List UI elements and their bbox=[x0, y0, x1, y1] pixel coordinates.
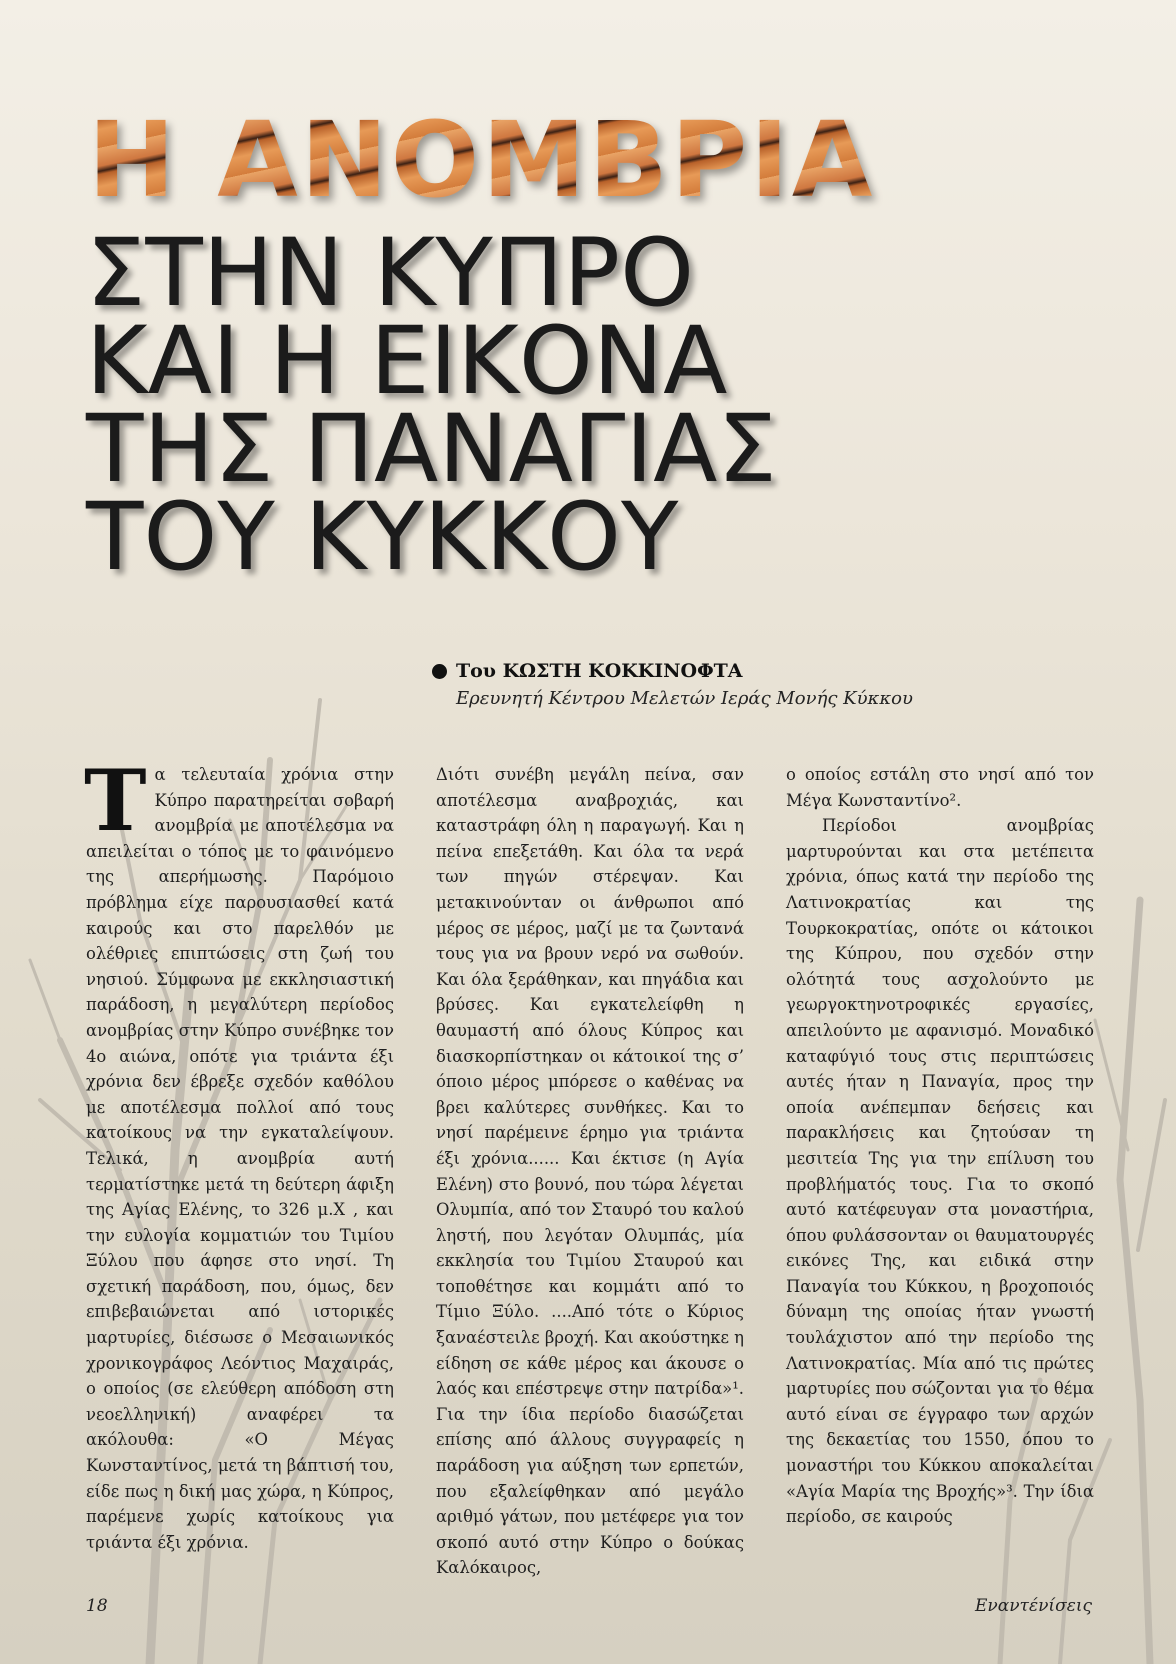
page-number: 18 bbox=[86, 1596, 108, 1616]
paragraph: Διότι συνέβη μεγάλη πείνα, σαν αποτέλεσμα αναβροχιάς, και καταστράφη όλη η παραγωγή. Και η πείνα επεξετάθη. Και όλα τα νερά των πηγών στέρεψαν. Και μετακινούνταν οι άνθρωποι από μέρος σε μέρος, μαζί με τα ζωντανά τους για να βρουν νερό να σωθούν. Και όλα ξεράθηκαν, και πηγάδια και βρύσες. Και εγκατελείφθη η θαυμαστή από όλους Κύπρος και διασκορπίστηκαν οι κάτοικοί της σ’ όποιο μέρος μπόρεσε ο καθένας να βρει καλύτερες συνθήκες. Και το νησί παρέμεινε έρημο για τριάντα έξι χρόνια...... Και έκτισε (η Αγία Ελένη) στο βουνό, που τώρα λέγεται Ολυμπία, από τον Σταυρό του καλού ληστή, που λεγόταν Ολυμπάς, μία εκκλησία του Τιμίου Σταυρού και τοποθέτησε και κομμάτι από το Τίμιο Ξύλο. ....Από τότε ο Κύριος ξαναέστειλε βροχή. Και ακούστηκε η είδηση σε κάθε μέρος και άκουσε ο λαός και επέστρεψε στην πατρίδα»¹. Για την ίδια περίοδο διασώζεται επίσης από άλλους συγγραφείς η παράδοση για αύξηση των ερπετών, που εξαλείφθηκαν από μεγάλο αριθμό γάτων, που μετέφερε για τον σκοπό αυτό στην Κύπρο ο δούκας Καλόκαιρος, bbox=[436, 765, 744, 1578]
headline-line-1: ΣΤΗΝ ΚΥΠΡΟ bbox=[86, 219, 695, 328]
byline-author-row bbox=[432, 660, 913, 682]
drop-cap: Τ bbox=[84, 751, 147, 850]
article-column-1 bbox=[84, 751, 394, 1555]
headline-line-3: ΤΗΣ ΠΑΝΑΓΙΑΣ bbox=[86, 395, 777, 504]
paragraph bbox=[84, 751, 394, 1555]
author-role: Ερευνητή Κέντρου Μελετών Ιεράς Μονής Κύκκου bbox=[456, 688, 913, 709]
headline-kicker: Η ΑΝΟΜΒΡΙΑ bbox=[88, 99, 876, 221]
article-column-3 bbox=[786, 762, 1094, 1530]
byline bbox=[432, 660, 913, 709]
article-body bbox=[84, 751, 1094, 1578]
author-name: Του ΚΩΣΤΗ ΚΟΚΚΙΝΟΦΤΑ bbox=[456, 660, 743, 682]
paragraph: ο οποίος εστάλη στο νησί από τον Μέγα Κωνσταντίνο². bbox=[786, 765, 1094, 810]
headline-line-4: ΤΟΥ ΚΥΚΚΟΥ bbox=[86, 483, 679, 592]
publication-name: Εναντένίσεις bbox=[975, 1596, 1092, 1616]
paragraph-text: α τελευταία χρόνια στην Κύπρο παρατηρείται σοβαρή ανομβρία με αποτέλεσμα να απειλείται ο τόπος με το φαινόμενο της απερήμωσης. Παρόμοιο πρόβλημα είχε παρουσιασθεί κατά καιρούς και στο παρελθόν με ολέθριες επιπτώσεις στη ζωή του νησιού. Σύμφωνα με εκκλησιαστική παράδοση, η μεγαλύτερη περίοδος ανομβρίας στην Κύπρο συνέβηκε τον 4ο αιώνα, οπότε για τριάντα έξι χρόνια δεν έβρεξε σχεδόν καθόλου με αποτέλεσμα πολλοί από τους κατοίκους να την εγκαταλείψουν. Τελικά, η ανομβρία αυτή τερματίστηκε μετά τη δεύτερη άφιξη της Αγίας Ελένης, το 326 μ.Χ , και την ευλογία κομματιών του Τιμίου Ξύλου που άφησε στο νησί. Τη σχετική παράδοση, που, όμως, δεν επιβεβαιώνεται από ιστορικές μαρτυρίες, διέσωσε ο Μεσαιωνικός χρονικογράφος Λεόντιος Μαχαιράς, ο οποίος (σε ελεύθερη απόδοση στη νεοελληνική) αναφέρει τα ακόλουθα: «Ο Μέγας Κωνσταντίνος, μετά τη βάπτισή του, είδε πως η δική μας χώρα, η Κύπρος, παρέμενε χωρίς κατοίκους για τριάντα έξι χρόνια. bbox=[86, 765, 394, 1552]
article-column-2 bbox=[436, 762, 744, 1581]
headline-line-2: ΚΑΙ Η ΕΙΚΟΝΑ bbox=[86, 307, 728, 416]
bullet-icon bbox=[432, 664, 447, 679]
headline bbox=[86, 219, 777, 592]
paragraph: Περίοδοι ανομβρίας μαρτυρούνται και στα μετέπειτα χρόνια, όπως κατά την περίοδο της Λατινοκρατίας και της Τουρκοκρατίας, οπότε οι κάτοικοι της Κύπρου, που σχεδόν στην ολότητά τους ασχολούντο με γεωργοκτηνοτροφικές εργασίες, απειλούντο με αφανισμό. Μοναδικό καταφύγιό τους στις περιπτώσεις αυτές ήταν η Παναγία, προς την οποία ανέπεμπαν δεήσεις και παρακλήσεις και ζητούσαν τη μεσιτεία Της για την επίλυση του προβλήματός τους. Για το σκοπό αυτό κατέφευγαν στα μοναστήρια, όπου φυλάσσονταν οι θαυματουργές εικόνες Της, και ειδικά στην Παναγία του Κύκκου, η βροχοποιός δύναμη της οποίας ήταν γνωστή τουλάχιστον από την περίοδο της Λατινοκρατίας. Μία από τις πρώτες μαρτυρίες που σώζονται για το θέμα αυτό είναι σε έγγραφο των αρχών της δεκαετίας του 1550, όπου το μοναστήρι του Κύκκου αποκαλείται «Αγία Μαρία της Βροχής»³. Την ίδια περίοδο, σε καιρούς bbox=[786, 816, 1094, 1527]
